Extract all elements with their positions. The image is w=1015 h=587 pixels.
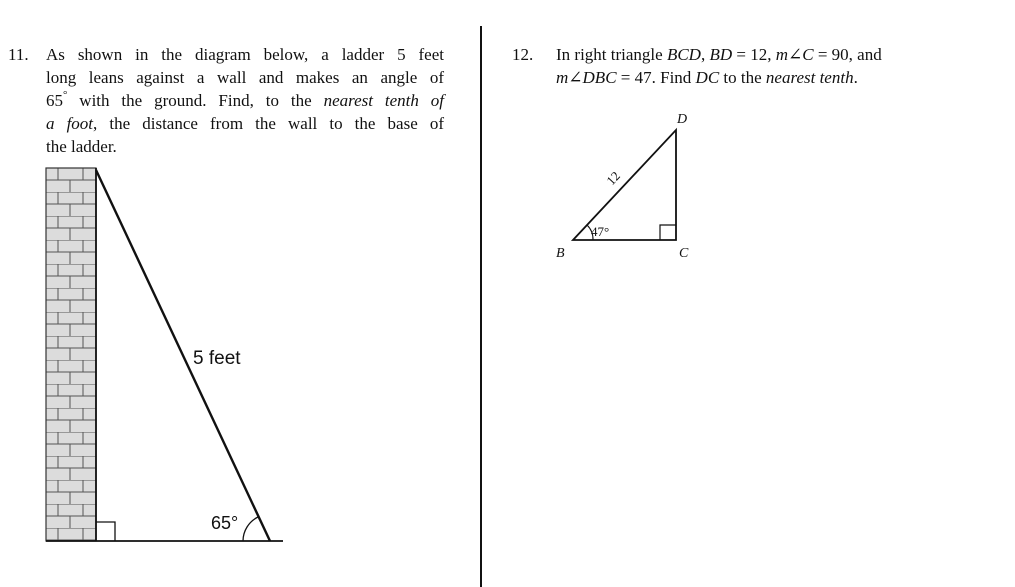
problem-11-line-5: the ladder. [46, 137, 117, 156]
triangle-bcd [573, 130, 676, 240]
line-4-text: , the distance from the wall to the base of [93, 114, 444, 133]
degree-symbol: ° [63, 89, 68, 102]
vertex-d-label: D [677, 112, 688, 127]
vertex-b-label: B [556, 246, 565, 261]
text-run: = 90, and [813, 45, 882, 64]
segment-bd: BD [709, 45, 733, 64]
right-angle-marker-c [660, 225, 676, 240]
problem-11-number: 11. [8, 45, 29, 64]
angle-b-label: 47° [591, 224, 610, 239]
hypotenuse-length-label: 12 [603, 168, 624, 189]
text-run: = 47. Find [616, 68, 696, 87]
problem-12-number: 12. [512, 45, 534, 64]
ladder-length-label: 5 feet [193, 348, 241, 369]
text-run: to the [719, 68, 766, 87]
text-run: . [853, 68, 858, 87]
angle-symbol: ∠ [568, 68, 583, 87]
angle-dbc: DBC [582, 68, 617, 87]
line-3-text: with the ground. Find, to the [67, 91, 324, 110]
measure-symbol: m [556, 68, 569, 87]
triangle-name: BCD [666, 45, 701, 64]
line-4-emphasis: a foot [46, 114, 94, 133]
angle-value: 65 [46, 91, 63, 110]
segment-dc: DC [695, 68, 720, 87]
measure-symbol: m [775, 45, 788, 64]
text-run: = 12, [732, 45, 776, 64]
vertex-c-label: C [679, 246, 689, 261]
line-3-emphasis: nearest tenth of [323, 91, 444, 110]
text-run: , [700, 45, 710, 64]
text-run: In right triangle [556, 45, 667, 64]
angle-c: C [802, 45, 814, 64]
ground-angle-label: 65° [211, 513, 239, 533]
problem-11-line-1: As shown in the diagram below, a ladder 5 feet [46, 45, 444, 64]
problem-11-line-2: long leans against a wall and makes an angle of [46, 68, 444, 87]
emphasis: nearest tenth [765, 68, 854, 87]
angle-symbol: ∠ [788, 45, 803, 64]
